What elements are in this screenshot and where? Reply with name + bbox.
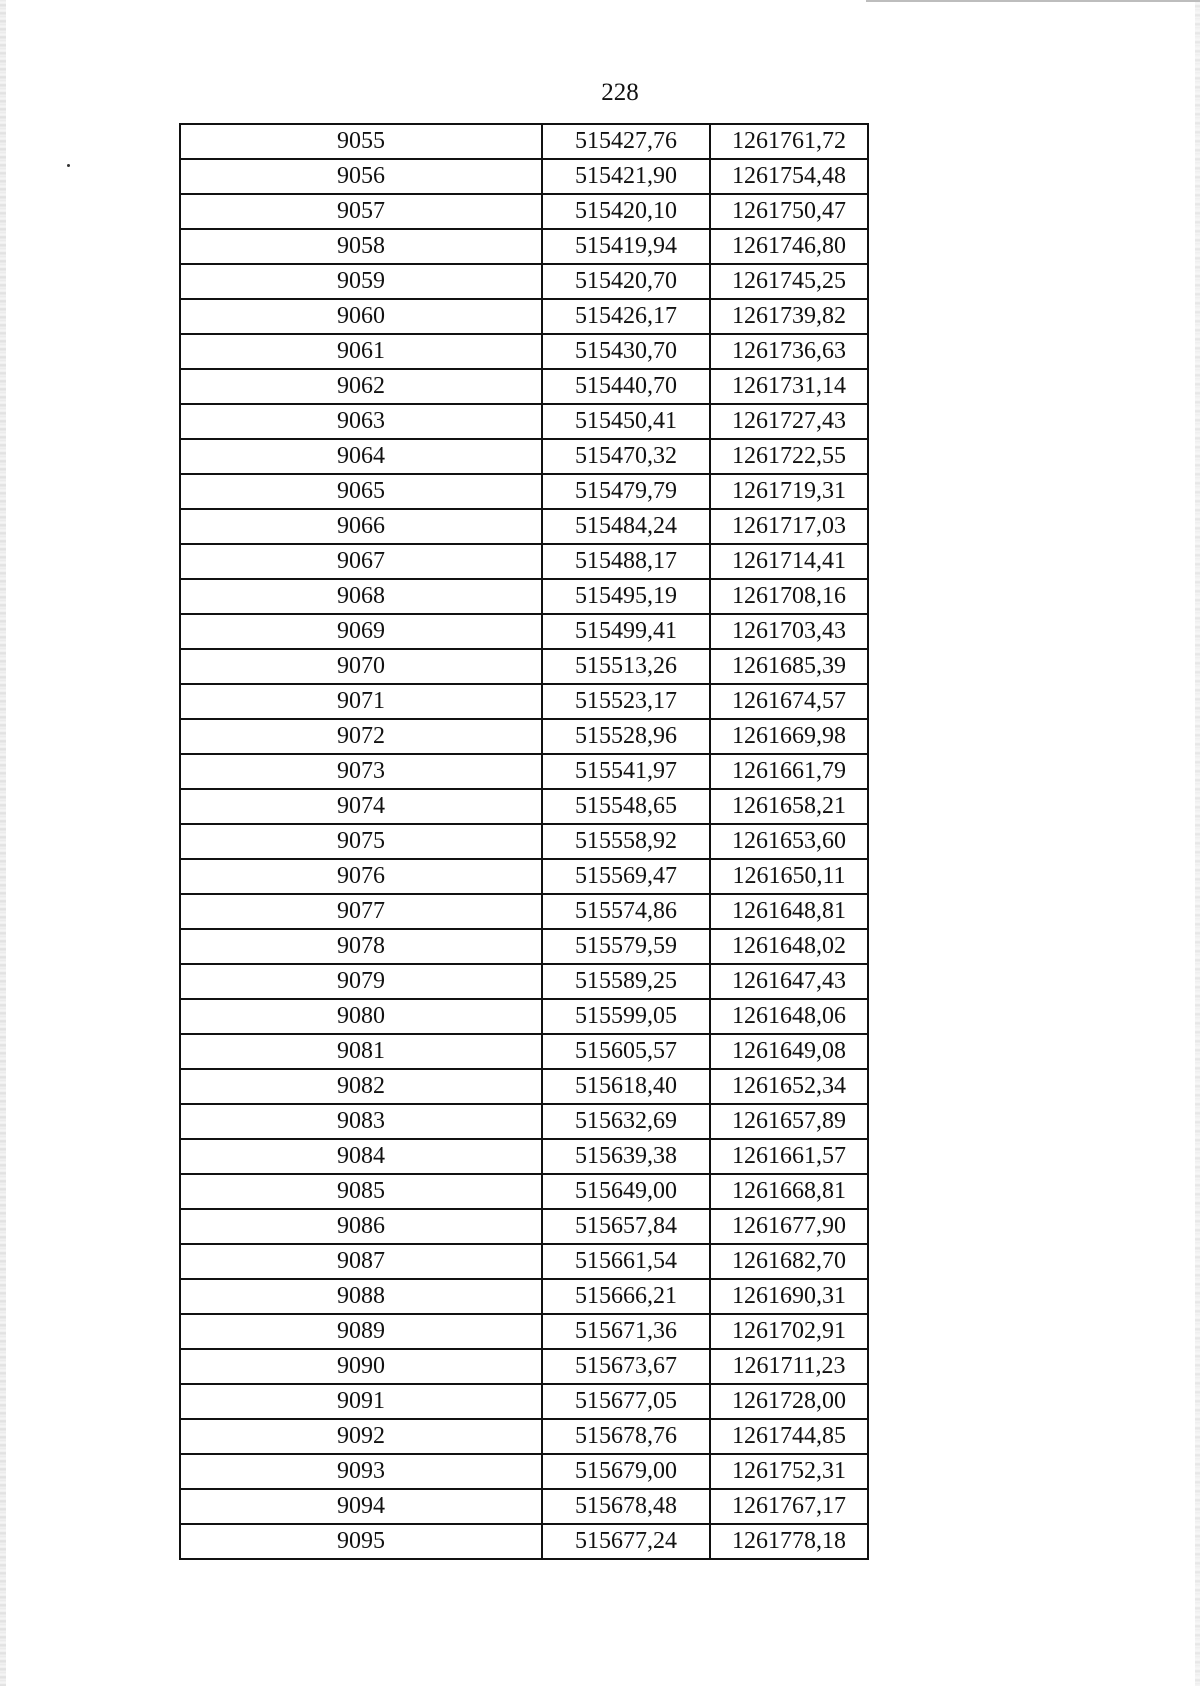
- table-row: [180, 1069, 868, 1104]
- point-number-cell: 9087: [180, 1244, 542, 1279]
- y-coordinate-cell: 1261778,18: [710, 1524, 868, 1559]
- x-coordinate-cell: 515421,90: [542, 159, 710, 194]
- x-coordinate-cell: 515499,41: [542, 614, 710, 649]
- y-coordinate-cell: 1261650,11: [710, 859, 868, 894]
- x-coordinate-cell: 515488,17: [542, 544, 710, 579]
- table-row: [180, 1524, 868, 1559]
- table-row: [180, 754, 868, 789]
- table-row: [180, 124, 868, 159]
- x-coordinate-cell: 515649,00: [542, 1174, 710, 1209]
- x-coordinate-cell: 515639,38: [542, 1139, 710, 1174]
- table-row: [180, 1209, 868, 1244]
- table-row: [180, 1104, 868, 1139]
- y-coordinate-cell: 1261657,89: [710, 1104, 868, 1139]
- table-row: [180, 1314, 868, 1349]
- y-coordinate-cell: 1261719,31: [710, 474, 868, 509]
- point-number-cell: 9095: [180, 1524, 542, 1559]
- y-coordinate-cell: 1261714,41: [710, 544, 868, 579]
- point-number-cell: 9084: [180, 1139, 542, 1174]
- x-coordinate-cell: 515440,70: [542, 369, 710, 404]
- table-row: [180, 894, 868, 929]
- point-number-cell: 9081: [180, 1034, 542, 1069]
- y-coordinate-cell: 1261647,43: [710, 964, 868, 999]
- point-number-cell: 9088: [180, 1279, 542, 1314]
- point-number-cell: 9073: [180, 754, 542, 789]
- table-row: [180, 964, 868, 999]
- x-coordinate-cell: 515470,32: [542, 439, 710, 474]
- table-row: [180, 649, 868, 684]
- point-number-cell: 9057: [180, 194, 542, 229]
- point-number-cell: 9065: [180, 474, 542, 509]
- x-coordinate-cell: 515528,96: [542, 719, 710, 754]
- point-number-cell: 9086: [180, 1209, 542, 1244]
- point-number-cell: 9059: [180, 264, 542, 299]
- x-coordinate-cell: 515426,17: [542, 299, 710, 334]
- x-coordinate-cell: 515484,24: [542, 509, 710, 544]
- point-number-cell: 9068: [180, 579, 542, 614]
- point-number-cell: 9083: [180, 1104, 542, 1139]
- point-number-cell: 9079: [180, 964, 542, 999]
- x-coordinate-cell: 515605,57: [542, 1034, 710, 1069]
- table-row: [180, 1489, 868, 1524]
- x-coordinate-cell: 515618,40: [542, 1069, 710, 1104]
- point-number-cell: 9074: [180, 789, 542, 824]
- table-row: [180, 1244, 868, 1279]
- table-row: [180, 614, 868, 649]
- table-row: [180, 929, 868, 964]
- y-coordinate-cell: 1261717,03: [710, 509, 868, 544]
- table-row: [180, 1139, 868, 1174]
- y-coordinate-cell: 1261761,72: [710, 124, 868, 159]
- y-coordinate-cell: 1261754,48: [710, 159, 868, 194]
- y-coordinate-cell: 1261745,25: [710, 264, 868, 299]
- table-row: [180, 159, 868, 194]
- scan-edge-right: [1195, 0, 1200, 1686]
- y-coordinate-cell: 1261736,63: [710, 334, 868, 369]
- y-coordinate-cell: 1261669,98: [710, 719, 868, 754]
- point-number-cell: 9056: [180, 159, 542, 194]
- x-coordinate-cell: 515430,70: [542, 334, 710, 369]
- table-row: [180, 1349, 868, 1384]
- y-coordinate-cell: 1261661,57: [710, 1139, 868, 1174]
- point-number-cell: 9058: [180, 229, 542, 264]
- table-row: [180, 264, 868, 299]
- y-coordinate-cell: 1261744,85: [710, 1419, 868, 1454]
- coordinates-table-body: [180, 124, 868, 1559]
- table-row: [180, 859, 868, 894]
- y-coordinate-cell: 1261711,23: [710, 1349, 868, 1384]
- y-coordinate-cell: 1261648,81: [710, 894, 868, 929]
- y-coordinate-cell: 1261668,81: [710, 1174, 868, 1209]
- y-coordinate-cell: 1261682,70: [710, 1244, 868, 1279]
- y-coordinate-cell: 1261685,39: [710, 649, 868, 684]
- y-coordinate-cell: 1261708,16: [710, 579, 868, 614]
- y-coordinate-cell: 1261690,31: [710, 1279, 868, 1314]
- point-number-cell: 9055: [180, 124, 542, 159]
- x-coordinate-cell: 515599,05: [542, 999, 710, 1034]
- table-row: [180, 194, 868, 229]
- scan-edge-top: [866, 0, 1200, 2]
- x-coordinate-cell: 515678,76: [542, 1419, 710, 1454]
- point-number-cell: 9066: [180, 509, 542, 544]
- y-coordinate-cell: 1261727,43: [710, 404, 868, 439]
- x-coordinate-cell: 515671,36: [542, 1314, 710, 1349]
- x-coordinate-cell: 515569,47: [542, 859, 710, 894]
- point-number-cell: 9063: [180, 404, 542, 439]
- x-coordinate-cell: 515589,25: [542, 964, 710, 999]
- y-coordinate-cell: 1261652,34: [710, 1069, 868, 1104]
- point-number-cell: 9076: [180, 859, 542, 894]
- table-row: [180, 1174, 868, 1209]
- x-coordinate-cell: 515579,59: [542, 929, 710, 964]
- point-number-cell: 9075: [180, 824, 542, 859]
- x-coordinate-cell: 515673,67: [542, 1349, 710, 1384]
- x-coordinate-cell: 515632,69: [542, 1104, 710, 1139]
- table-row: [180, 544, 868, 579]
- y-coordinate-cell: 1261750,47: [710, 194, 868, 229]
- y-coordinate-cell: 1261739,82: [710, 299, 868, 334]
- point-number-cell: 9069: [180, 614, 542, 649]
- point-number-cell: 9080: [180, 999, 542, 1034]
- point-number-cell: 9061: [180, 334, 542, 369]
- table-row: [180, 229, 868, 264]
- table-row: [180, 299, 868, 334]
- table-row: [180, 824, 868, 859]
- scan-edge-left: [0, 0, 6, 1686]
- point-number-cell: 9064: [180, 439, 542, 474]
- table-row: [180, 334, 868, 369]
- table-row: [180, 1279, 868, 1314]
- x-coordinate-cell: 515677,05: [542, 1384, 710, 1419]
- page-number: 228: [601, 79, 639, 106]
- table-row: [180, 509, 868, 544]
- point-number-cell: 9067: [180, 544, 542, 579]
- point-number-cell: 9094: [180, 1489, 542, 1524]
- x-coordinate-cell: 515541,97: [542, 754, 710, 789]
- point-number-cell: 9060: [180, 299, 542, 334]
- y-coordinate-cell: 1261674,57: [710, 684, 868, 719]
- y-coordinate-cell: 1261746,80: [710, 229, 868, 264]
- point-number-cell: 9062: [180, 369, 542, 404]
- y-coordinate-cell: 1261728,00: [710, 1384, 868, 1419]
- point-number-cell: 9093: [180, 1454, 542, 1489]
- y-coordinate-cell: 1261648,06: [710, 999, 868, 1034]
- x-coordinate-cell: 515679,00: [542, 1454, 710, 1489]
- y-coordinate-cell: 1261752,31: [710, 1454, 868, 1489]
- y-coordinate-cell: 1261648,02: [710, 929, 868, 964]
- point-number-cell: 9078: [180, 929, 542, 964]
- x-coordinate-cell: 515678,48: [542, 1489, 710, 1524]
- y-coordinate-cell: 1261767,17: [710, 1489, 868, 1524]
- y-coordinate-cell: 1261661,79: [710, 754, 868, 789]
- y-coordinate-cell: 1261653,60: [710, 824, 868, 859]
- x-coordinate-cell: 515558,92: [542, 824, 710, 859]
- y-coordinate-cell: 1261677,90: [710, 1209, 868, 1244]
- scan-speck: [67, 164, 70, 167]
- point-number-cell: 9077: [180, 894, 542, 929]
- y-coordinate-cell: 1261731,14: [710, 369, 868, 404]
- x-coordinate-cell: 515548,65: [542, 789, 710, 824]
- table-row: [180, 1034, 868, 1069]
- x-coordinate-cell: 515450,41: [542, 404, 710, 439]
- y-coordinate-cell: 1261702,91: [710, 1314, 868, 1349]
- table-row: [180, 579, 868, 614]
- x-coordinate-cell: 515666,21: [542, 1279, 710, 1314]
- x-coordinate-cell: 515523,17: [542, 684, 710, 719]
- y-coordinate-cell: 1261658,21: [710, 789, 868, 824]
- x-coordinate-cell: 515495,19: [542, 579, 710, 614]
- y-coordinate-cell: 1261703,43: [710, 614, 868, 649]
- x-coordinate-cell: 515427,76: [542, 124, 710, 159]
- x-coordinate-cell: 515677,24: [542, 1524, 710, 1559]
- table-row: [180, 999, 868, 1034]
- table-row: [180, 1454, 868, 1489]
- y-coordinate-cell: 1261722,55: [710, 439, 868, 474]
- table-row: [180, 719, 868, 754]
- x-coordinate-cell: 515420,10: [542, 194, 710, 229]
- x-coordinate-cell: 515661,54: [542, 1244, 710, 1279]
- point-number-cell: 9070: [180, 649, 542, 684]
- point-number-cell: 9071: [180, 684, 542, 719]
- point-number-cell: 9092: [180, 1419, 542, 1454]
- table-row: [180, 684, 868, 719]
- x-coordinate-cell: 515657,84: [542, 1209, 710, 1244]
- point-number-cell: 9090: [180, 1349, 542, 1384]
- table-row: [180, 1419, 868, 1454]
- point-number-cell: 9089: [180, 1314, 542, 1349]
- x-coordinate-cell: 515513,26: [542, 649, 710, 684]
- point-number-cell: 9085: [180, 1174, 542, 1209]
- coordinates-table: [179, 123, 869, 1560]
- x-coordinate-cell: 515479,79: [542, 474, 710, 509]
- x-coordinate-cell: 515419,94: [542, 229, 710, 264]
- table-row: [180, 439, 868, 474]
- point-number-cell: 9091: [180, 1384, 542, 1419]
- point-number-cell: 9082: [180, 1069, 542, 1104]
- table-row: [180, 1384, 868, 1419]
- table-row: [180, 404, 868, 439]
- point-number-cell: 9072: [180, 719, 542, 754]
- table-row: [180, 369, 868, 404]
- table-row: [180, 474, 868, 509]
- table-row: [180, 789, 868, 824]
- x-coordinate-cell: 515420,70: [542, 264, 710, 299]
- y-coordinate-cell: 1261649,08: [710, 1034, 868, 1069]
- x-coordinate-cell: 515574,86: [542, 894, 710, 929]
